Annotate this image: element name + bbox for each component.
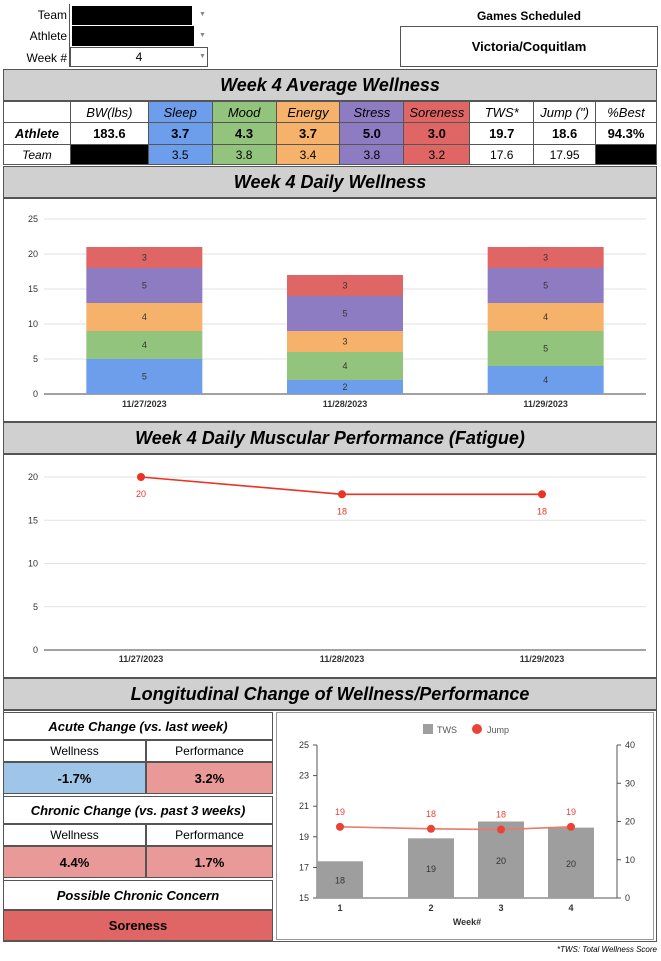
athlete-select[interactable] [72, 26, 194, 46]
athlete-label: Athlete [29, 29, 67, 43]
data-label: 5 [342, 308, 348, 319]
x-tick-label: 3 [498, 903, 504, 913]
x-tick-label: 11/28/2023 [322, 399, 368, 409]
y-tick-label-left: 15 [298, 893, 309, 903]
acute-performance-label: Performance [146, 740, 273, 762]
y-tick-label: 10 [27, 319, 38, 329]
team-sleep: 3.5 [148, 145, 212, 165]
fatigue-title: Week 4 Daily Muscular Performance (Fatigue) [3, 422, 657, 454]
y-tick-label: 15 [27, 515, 38, 526]
athlete-pct-best: 94.3% [596, 123, 657, 145]
longitudinal-chart [277, 713, 653, 939]
jump-label: 18 [495, 809, 507, 820]
chronic-wellness-value: 4.4% [3, 846, 146, 878]
average-wellness-title: Week 4 Average Wellness [3, 69, 657, 101]
col-jump: Jump (") [534, 102, 596, 123]
col-stress: Stress [340, 102, 404, 123]
x-tick-label: 11/29/2023 [519, 654, 565, 664]
games-scheduled-box [400, 26, 658, 67]
athlete-row-label: Athlete [4, 123, 71, 145]
y-tick-label: 5 [32, 601, 38, 612]
athlete-jump: 18.6 [534, 123, 596, 145]
fatigue-chart [4, 455, 656, 677]
athlete-sleep: 3.7 [148, 123, 212, 145]
chronic-performance-label: Performance [146, 824, 273, 846]
data-label: 5 [543, 343, 549, 354]
col-soreness: Soreness [404, 102, 470, 123]
x-tick-label: 2 [428, 903, 434, 913]
data-label: 3 [141, 252, 147, 263]
chronic-concern-value: Soreness [3, 910, 273, 941]
y-tick-label: 10 [27, 558, 38, 569]
x-tick-label: 11/28/2023 [319, 654, 365, 664]
legend-swatch-jump [472, 724, 482, 734]
data-label: 2 [342, 382, 348, 392]
team-label: Team [37, 8, 67, 22]
x-tick-label: 11/27/2023 [118, 654, 164, 664]
legend-swatch-tws [423, 724, 433, 734]
y-tick-label-left: 17 [298, 862, 309, 873]
data-label: 4 [342, 361, 348, 371]
chronic-wellness-label: Wellness [3, 824, 146, 846]
data-label: 5 [543, 280, 549, 291]
data-point [137, 473, 145, 481]
data-label: 20 [135, 489, 147, 499]
data-label: 4 [141, 312, 147, 322]
week-select[interactable] [70, 47, 208, 67]
x-tick-label: 11/27/2023 [122, 399, 167, 409]
col-sleep: Sleep [148, 102, 212, 123]
team-row-label: Team [4, 145, 71, 165]
chronic-change-title: Chronic Change (vs. past 3 weeks) [3, 796, 273, 824]
jump-point [427, 825, 435, 833]
athlete-stress: 5.0 [340, 123, 404, 145]
daily-wellness-title: Week 4 Daily Wellness [3, 166, 657, 198]
y-tick-label-right: 10 [625, 854, 636, 865]
y-tick-label-left: 19 [298, 831, 309, 842]
athlete-bw: 183.6 [70, 123, 148, 145]
tws-bar-label: 20 [495, 855, 507, 866]
athlete-tws: 19.7 [470, 123, 534, 145]
footnote: *TWS: Total Wellness Score [556, 945, 657, 954]
x-tick-label: 1 [337, 903, 343, 913]
header-left-border [69, 4, 70, 67]
team-energy: 3.4 [276, 145, 340, 165]
y-tick-label: 15 [27, 284, 38, 294]
team-select[interactable] [72, 6, 192, 25]
acute-wellness-value: -1.7% [3, 762, 146, 794]
data-point [338, 490, 346, 498]
y-tick-label: 20 [27, 472, 38, 482]
daily-wellness-panel [3, 198, 657, 422]
week-label: Week # [26, 51, 67, 65]
data-label: 4 [543, 312, 549, 322]
games-scheduled-label: Games Scheduled [476, 9, 582, 23]
tws-bar-label: 19 [425, 864, 437, 875]
team-bw [70, 145, 148, 165]
col-tws: TWS* [470, 102, 534, 123]
jump-point [336, 823, 344, 831]
y-tick-label-left: 21 [298, 801, 309, 812]
acute-change-title: Acute Change (vs. last week) [3, 712, 273, 740]
team-mood: 3.8 [212, 145, 276, 165]
week-value: 4 [135, 50, 143, 64]
team-stress: 3.8 [340, 145, 404, 165]
games-scheduled-value: Victoria/Coquitlam [471, 39, 587, 54]
y-tick-label: 0 [32, 389, 38, 399]
athlete-dropdown-arrow-icon[interactable]: ▼ [199, 32, 206, 39]
y-tick-label-left: 25 [298, 740, 309, 750]
acute-wellness-label: Wellness [3, 740, 146, 762]
x-axis-title: Week# [452, 917, 482, 927]
y-tick-label: 0 [32, 645, 38, 655]
team-pct-best [596, 145, 657, 165]
col-bw: BW(lbs) [70, 102, 148, 123]
jump-line [340, 827, 571, 830]
team-dropdown-arrow-icon[interactable]: ▼ [199, 11, 206, 18]
col-energy: Energy [276, 102, 340, 123]
average-wellness-table [3, 101, 657, 165]
legend-label-tws: TWS [437, 725, 457, 735]
daily-wellness-chart [4, 199, 656, 421]
athlete-soreness: 3.0 [404, 123, 470, 145]
data-point [538, 490, 546, 498]
team-tws: 17.6 [470, 145, 534, 165]
legend-label-jump: Jump [487, 725, 510, 735]
x-tick-label: 4 [568, 903, 574, 913]
data-label: 3 [543, 252, 549, 263]
chronic-performance-value: 1.7% [146, 846, 273, 878]
data-label: 5 [141, 371, 147, 382]
week-dropdown-arrow-icon[interactable]: ▼ [199, 53, 206, 60]
acute-performance-value: 3.2% [146, 762, 273, 794]
y-tick-label-left: 23 [298, 770, 309, 781]
jump-point [497, 826, 505, 834]
col-pct-best: %Best [596, 102, 657, 123]
data-label: 3 [342, 280, 348, 291]
fatigue-panel [3, 454, 657, 678]
y-tick-label-right: 20 [625, 816, 636, 827]
data-label: 18 [336, 506, 348, 517]
y-tick-label-right: 0 [625, 893, 631, 903]
longitudinal-title: Longitudinal Change of Wellness/Performance [3, 678, 657, 710]
jump-label: 19 [565, 806, 577, 817]
athlete-energy: 3.7 [276, 123, 340, 145]
corner-cell [4, 102, 71, 123]
longitudinal-chart-box [276, 712, 654, 940]
jump-label: 19 [334, 806, 346, 817]
y-tick-label: 25 [27, 214, 38, 224]
x-tick-label: 11/29/2023 [523, 399, 568, 409]
y-tick-label: 20 [27, 249, 38, 259]
jump-point [567, 823, 575, 831]
team-jump: 17.95 [534, 145, 596, 165]
data-label: 5 [141, 280, 147, 291]
y-tick-label-right: 30 [625, 778, 636, 789]
jump-label: 18 [425, 808, 437, 819]
data-label: 18 [536, 506, 548, 517]
data-label: 3 [342, 336, 348, 347]
tws-bar-label: 20 [565, 858, 577, 869]
y-tick-label-right: 40 [625, 740, 636, 750]
tws-bar-label: 18 [334, 875, 346, 886]
athlete-mood: 4.3 [212, 123, 276, 145]
col-mood: Mood [212, 102, 276, 123]
data-label: 4 [141, 340, 147, 350]
chronic-concern-title: Possible Chronic Concern [3, 880, 273, 910]
y-tick-label: 5 [32, 354, 38, 364]
team-soreness: 3.2 [404, 145, 470, 165]
data-label: 4 [543, 375, 549, 385]
